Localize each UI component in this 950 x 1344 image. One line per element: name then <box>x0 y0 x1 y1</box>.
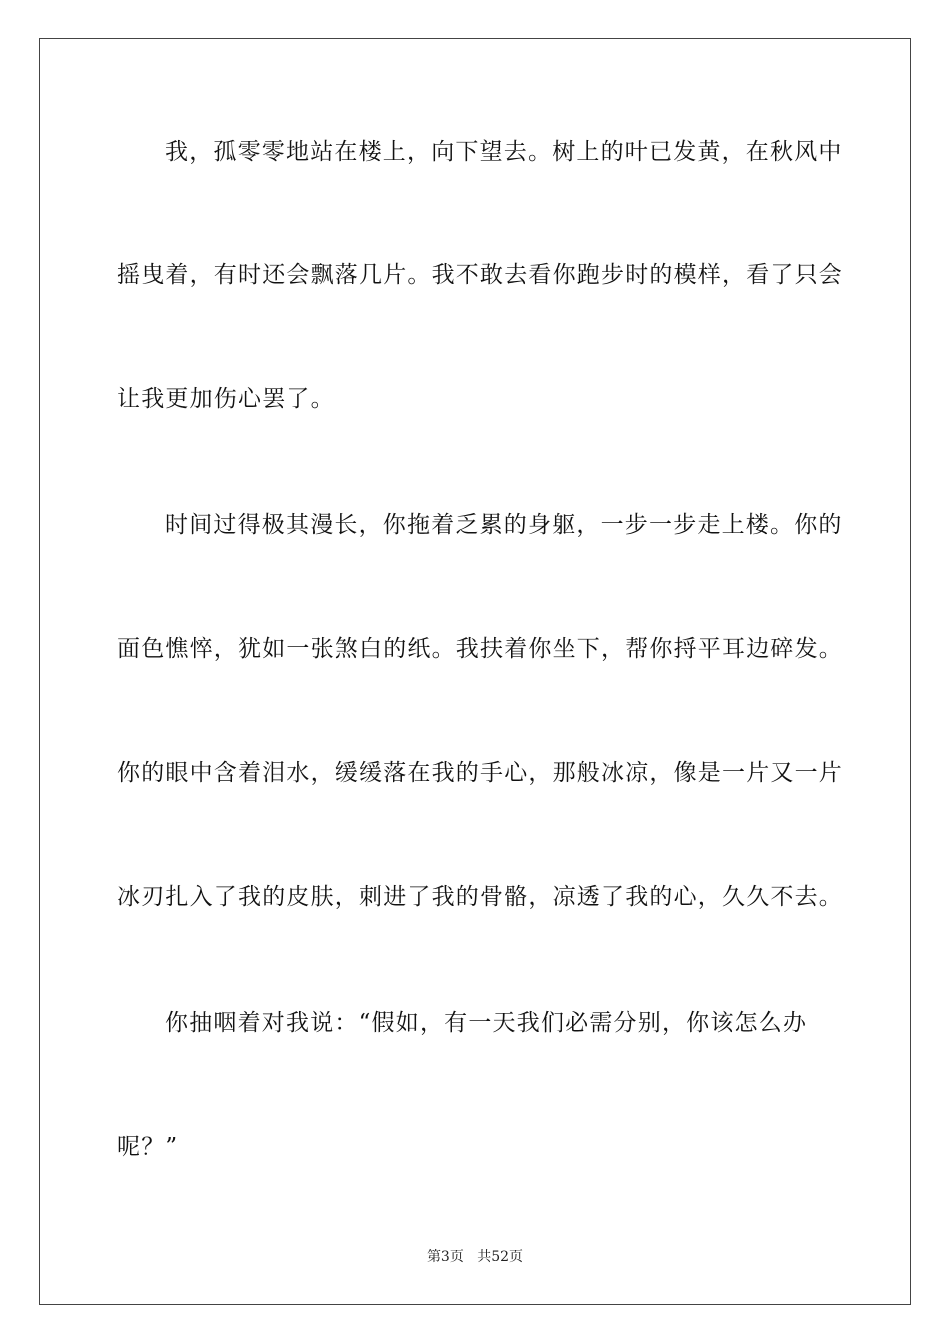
paragraph-2-line-4: 冰刃扎入了我的皮肤，刺进了我的骨骼，凉透了我的心，久久不去。 <box>117 884 843 910</box>
paragraph-2-line-3: 你的眼中含着泪水，缓缓落在我的手心，那般冰凉，像是一片又一片 <box>117 760 843 786</box>
paragraph-1-line-1: 我，孤零零地站在楼上，向下望去。树上的叶已发黄，在秋风中 <box>165 139 843 165</box>
paragraph-1-line-3: 让我更加伤心罢了。 <box>117 386 335 412</box>
paragraph-3-line-2: 呢？” <box>117 1134 179 1160</box>
paragraph-2-line-1: 时间过得极其漫长，你拖着乏累的身躯，一步一步走上楼。你的 <box>165 512 843 538</box>
page-number: 第3页 <box>426 1249 464 1265</box>
page-border <box>39 38 911 1305</box>
paragraph-1-line-2: 摇曳着，有时还会飘落几片。我不敢去看你跑步时的模样，看了只会 <box>117 262 843 288</box>
paragraph-2-line-2: 面色憔悴，犹如一张煞白的纸。我扶着你坐下，帮你捋平耳边碎发。 <box>117 636 843 662</box>
page-footer <box>0 1248 950 1266</box>
total-pages: 共52页 <box>477 1249 524 1265</box>
paragraph-3-line-1: 你抽咽着对我说：“假如，有一天我们必需分别，你该怎么办 <box>165 1010 808 1036</box>
